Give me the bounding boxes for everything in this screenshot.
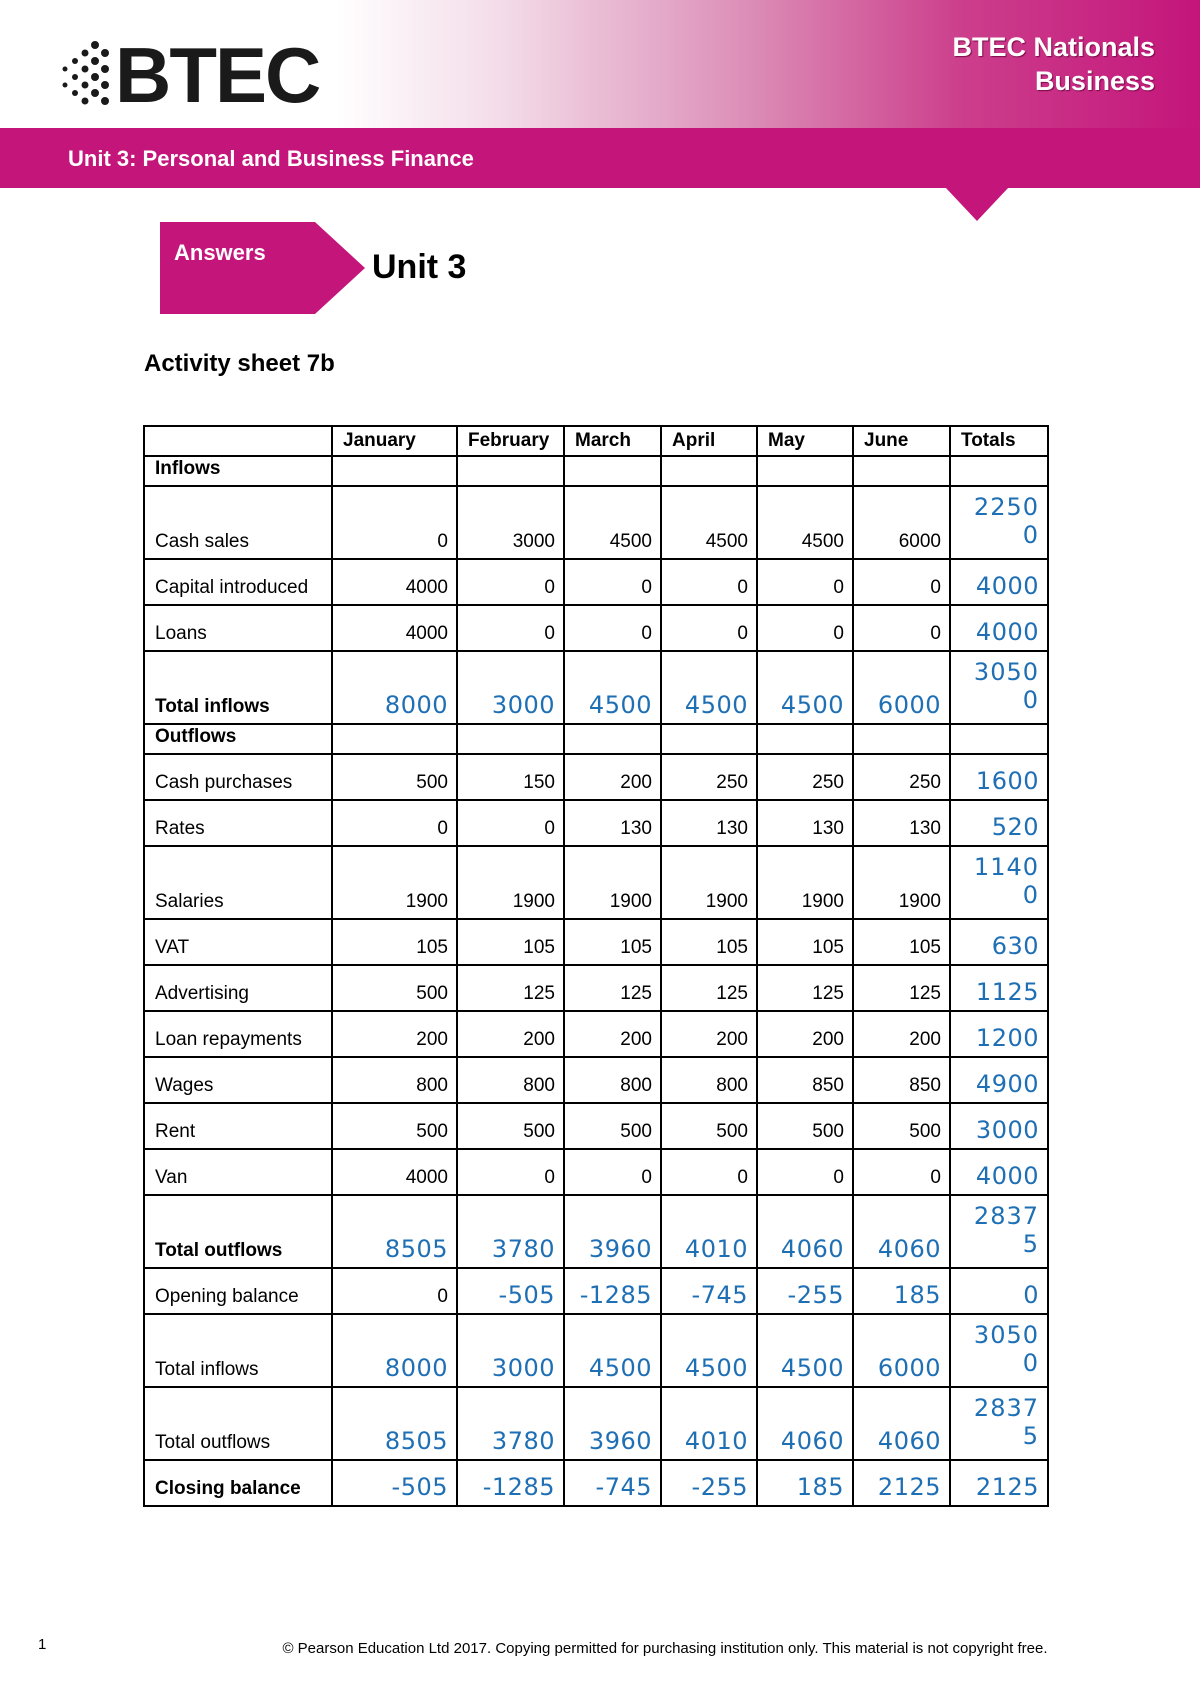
table-row xyxy=(144,1149,1048,1195)
value-cell: 105 xyxy=(661,919,757,965)
value-cell: 3000 xyxy=(457,1314,564,1387)
value-cell: 800 xyxy=(332,1057,457,1103)
value-cell: 0 xyxy=(661,559,757,605)
value-cell: 0 xyxy=(757,559,853,605)
value-cell: 8505 xyxy=(332,1387,457,1460)
value-cell: 4500 xyxy=(661,1314,757,1387)
value-cell: 200 xyxy=(564,1011,661,1057)
value-cell: 6000 xyxy=(853,486,950,559)
header-cell-april: April xyxy=(661,426,757,456)
value-cell: 850 xyxy=(853,1057,950,1103)
value-cell: 4010 xyxy=(661,1387,757,1460)
header-cell-june: June xyxy=(853,426,950,456)
row-label: Cash purchases xyxy=(144,754,332,800)
cash-flow-table xyxy=(143,425,1049,1507)
row-label: Opening balance xyxy=(144,1268,332,1314)
value-cell: 4060 xyxy=(853,1387,950,1460)
value-cell: 0 xyxy=(661,1149,757,1195)
value-cell: 125 xyxy=(853,965,950,1011)
value-cell xyxy=(757,724,853,754)
answers-label: Answers xyxy=(174,240,266,265)
value-cell: 4010 xyxy=(661,1195,757,1268)
row-label: Closing balance xyxy=(144,1460,332,1506)
value-cell: 0 xyxy=(457,800,564,846)
value-cell: 8505 xyxy=(332,1195,457,1268)
header-cell-may: May xyxy=(757,426,853,456)
value-cell: 0 xyxy=(457,605,564,651)
value-cell: 200 xyxy=(757,1011,853,1057)
total-cell: 22500 xyxy=(950,486,1048,559)
value-cell: 4060 xyxy=(757,1195,853,1268)
value-cell: 0 xyxy=(332,486,457,559)
value-cell: 800 xyxy=(457,1057,564,1103)
value-cell: 4000 xyxy=(332,1149,457,1195)
table-row xyxy=(144,1268,1048,1314)
value-cell: 4500 xyxy=(757,486,853,559)
row-label: Loan repayments xyxy=(144,1011,332,1057)
total-cell: 30500 xyxy=(950,1314,1048,1387)
value-cell: 250 xyxy=(757,754,853,800)
row-label: Van xyxy=(144,1149,332,1195)
header-cell-march: March xyxy=(564,426,661,456)
value-cell: 4500 xyxy=(757,1314,853,1387)
value-cell: 500 xyxy=(564,1103,661,1149)
value-cell: 1900 xyxy=(853,846,950,919)
value-cell: 4060 xyxy=(853,1195,950,1268)
row-label: Total inflows xyxy=(144,651,332,724)
total-cell: 28375 xyxy=(950,1195,1048,1268)
table-row xyxy=(144,651,1048,724)
value-cell: 1900 xyxy=(661,846,757,919)
value-cell: 500 xyxy=(661,1103,757,1149)
value-cell: 0 xyxy=(564,605,661,651)
value-cell: 3780 xyxy=(457,1387,564,1460)
brand-line-1: BTEC Nationals xyxy=(952,32,1155,62)
value-cell: 4500 xyxy=(661,651,757,724)
value-cell: 850 xyxy=(757,1057,853,1103)
value-cell: 4500 xyxy=(564,651,661,724)
value-cell: 200 xyxy=(457,1011,564,1057)
total-cell: 3000 xyxy=(950,1103,1048,1149)
table-row xyxy=(144,754,1048,800)
btec-logo xyxy=(55,30,319,120)
answers-tab xyxy=(160,222,365,314)
row-label: Total outflows xyxy=(144,1195,332,1268)
value-cell xyxy=(661,724,757,754)
value-cell xyxy=(457,724,564,754)
brand-line-2: Business xyxy=(1034,66,1155,96)
table-row xyxy=(144,1011,1048,1057)
total-cell: 28375 xyxy=(950,1387,1048,1460)
value-cell: 4500 xyxy=(661,486,757,559)
value-cell: 4500 xyxy=(564,1314,661,1387)
value-cell: 0 xyxy=(564,559,661,605)
value-cell: 3960 xyxy=(564,1195,661,1268)
value-cell: 500 xyxy=(332,965,457,1011)
value-cell: 800 xyxy=(661,1057,757,1103)
value-cell xyxy=(332,456,457,486)
value-cell: 6000 xyxy=(853,651,950,724)
total-cell: 2125 xyxy=(950,1460,1048,1506)
row-label: Rent xyxy=(144,1103,332,1149)
value-cell: 4000 xyxy=(332,559,457,605)
header-cell-blank xyxy=(144,426,332,456)
value-cell: 125 xyxy=(564,965,661,1011)
value-cell: 500 xyxy=(457,1103,564,1149)
total-cell: 630 xyxy=(950,919,1048,965)
total-cell: 30500 xyxy=(950,651,1048,724)
value-cell: 4060 xyxy=(757,1387,853,1460)
table-row xyxy=(144,1460,1048,1506)
value-cell: 105 xyxy=(853,919,950,965)
cash-flow-body xyxy=(144,426,1048,1506)
table-row xyxy=(144,724,1048,754)
value-cell: 3000 xyxy=(457,486,564,559)
total-cell: 11400 xyxy=(950,846,1048,919)
value-cell: 4000 xyxy=(332,605,457,651)
row-label: Inflows xyxy=(144,456,332,486)
logo-dots-icon xyxy=(55,35,113,115)
total-cell: 520 xyxy=(950,800,1048,846)
value-cell: 500 xyxy=(853,1103,950,1149)
table-header-row xyxy=(144,426,1048,456)
value-cell: 130 xyxy=(853,800,950,846)
table-row xyxy=(144,919,1048,965)
row-label: Total inflows xyxy=(144,1314,332,1387)
unit-heading: Unit 3 xyxy=(372,248,467,286)
value-cell: 0 xyxy=(853,605,950,651)
value-cell xyxy=(332,724,457,754)
table-row xyxy=(144,456,1048,486)
value-cell: -255 xyxy=(757,1268,853,1314)
band-notch-arrow xyxy=(945,187,1009,221)
page-number: 1 xyxy=(38,1636,47,1653)
table-row xyxy=(144,1103,1048,1149)
value-cell: 0 xyxy=(564,1149,661,1195)
value-cell: 125 xyxy=(661,965,757,1011)
table-row xyxy=(144,486,1048,559)
total-cell: 4000 xyxy=(950,1149,1048,1195)
value-cell: 8000 xyxy=(332,1314,457,1387)
value-cell xyxy=(457,456,564,486)
row-label: Wages xyxy=(144,1057,332,1103)
value-cell: 3780 xyxy=(457,1195,564,1268)
value-cell: 0 xyxy=(661,605,757,651)
value-cell: 105 xyxy=(332,919,457,965)
table-row xyxy=(144,965,1048,1011)
value-cell: 2125 xyxy=(853,1460,950,1506)
value-cell: 125 xyxy=(457,965,564,1011)
value-cell: -1285 xyxy=(564,1268,661,1314)
value-cell: 0 xyxy=(757,1149,853,1195)
value-cell: 1900 xyxy=(457,846,564,919)
total-cell: 1600 xyxy=(950,754,1048,800)
value-cell xyxy=(564,724,661,754)
value-cell: 800 xyxy=(564,1057,661,1103)
value-cell: 0 xyxy=(457,1149,564,1195)
total-cell xyxy=(950,456,1048,486)
value-cell: 185 xyxy=(757,1460,853,1506)
table-row xyxy=(144,559,1048,605)
value-cell: 250 xyxy=(853,754,950,800)
value-cell xyxy=(564,456,661,486)
value-cell: 125 xyxy=(757,965,853,1011)
row-label: Salaries xyxy=(144,846,332,919)
value-cell: 4500 xyxy=(757,651,853,724)
total-cell xyxy=(950,724,1048,754)
value-cell: 200 xyxy=(332,1011,457,1057)
unit-band-title: Unit 3: Personal and Business Finance xyxy=(68,146,474,171)
value-cell: 0 xyxy=(757,605,853,651)
total-cell: 1200 xyxy=(950,1011,1048,1057)
value-cell: 8000 xyxy=(332,651,457,724)
value-cell: 130 xyxy=(661,800,757,846)
header-cell-january: January xyxy=(332,426,457,456)
value-cell xyxy=(853,724,950,754)
value-cell: 3960 xyxy=(564,1387,661,1460)
value-cell xyxy=(853,456,950,486)
table-row xyxy=(144,1314,1048,1387)
total-cell: 4000 xyxy=(950,559,1048,605)
activity-heading: Activity sheet 7b xyxy=(144,350,335,377)
value-cell: 185 xyxy=(853,1268,950,1314)
value-cell: 200 xyxy=(661,1011,757,1057)
row-label: Advertising xyxy=(144,965,332,1011)
row-label: Total outflows xyxy=(144,1387,332,1460)
row-label: Outflows xyxy=(144,724,332,754)
total-cell: 4900 xyxy=(950,1057,1048,1103)
value-cell: 250 xyxy=(661,754,757,800)
value-cell: -505 xyxy=(457,1268,564,1314)
table-row xyxy=(144,1195,1048,1268)
value-cell: 0 xyxy=(853,1149,950,1195)
header-cell-totals: Totals xyxy=(950,426,1048,456)
value-cell: 1900 xyxy=(332,846,457,919)
value-cell xyxy=(757,456,853,486)
value-cell: 1900 xyxy=(564,846,661,919)
value-cell: 500 xyxy=(757,1103,853,1149)
value-cell: 105 xyxy=(564,919,661,965)
value-cell: 130 xyxy=(564,800,661,846)
value-cell: 500 xyxy=(332,754,457,800)
value-cell: 6000 xyxy=(853,1314,950,1387)
value-cell: 4500 xyxy=(564,486,661,559)
table-row xyxy=(144,1057,1048,1103)
total-cell: 4000 xyxy=(950,605,1048,651)
brand-title xyxy=(952,30,1155,98)
value-cell: -505 xyxy=(332,1460,457,1506)
logo-wordmark: BTEC xyxy=(115,31,320,119)
value-cell: 105 xyxy=(757,919,853,965)
table-row xyxy=(144,846,1048,919)
table-row xyxy=(144,800,1048,846)
value-cell: 3000 xyxy=(457,651,564,724)
total-cell: 0 xyxy=(950,1268,1048,1314)
value-cell: 200 xyxy=(853,1011,950,1057)
value-cell: 0 xyxy=(853,559,950,605)
value-cell xyxy=(661,456,757,486)
value-cell: 130 xyxy=(757,800,853,846)
value-cell: 105 xyxy=(457,919,564,965)
value-cell: -745 xyxy=(661,1268,757,1314)
row-label: Rates xyxy=(144,800,332,846)
row-label: VAT xyxy=(144,919,332,965)
value-cell: 500 xyxy=(332,1103,457,1149)
header-cell-february: February xyxy=(457,426,564,456)
value-cell: 150 xyxy=(457,754,564,800)
value-cell: -745 xyxy=(564,1460,661,1506)
value-cell: 0 xyxy=(332,800,457,846)
total-cell: 1125 xyxy=(950,965,1048,1011)
value-cell: 0 xyxy=(332,1268,457,1314)
value-cell: -1285 xyxy=(457,1460,564,1506)
row-label: Loans xyxy=(144,605,332,651)
value-cell: 200 xyxy=(564,754,661,800)
row-label: Capital introduced xyxy=(144,559,332,605)
value-cell: 0 xyxy=(457,559,564,605)
value-cell: 1900 xyxy=(757,846,853,919)
table-row xyxy=(144,605,1048,651)
row-label: Cash sales xyxy=(144,486,332,559)
copyright-footer: © Pearson Education Ltd 2017. Copying permitted for purchasing institution only. This material is not copyright free. xyxy=(282,1640,1048,1657)
table-row xyxy=(144,1387,1048,1460)
value-cell: -255 xyxy=(661,1460,757,1506)
